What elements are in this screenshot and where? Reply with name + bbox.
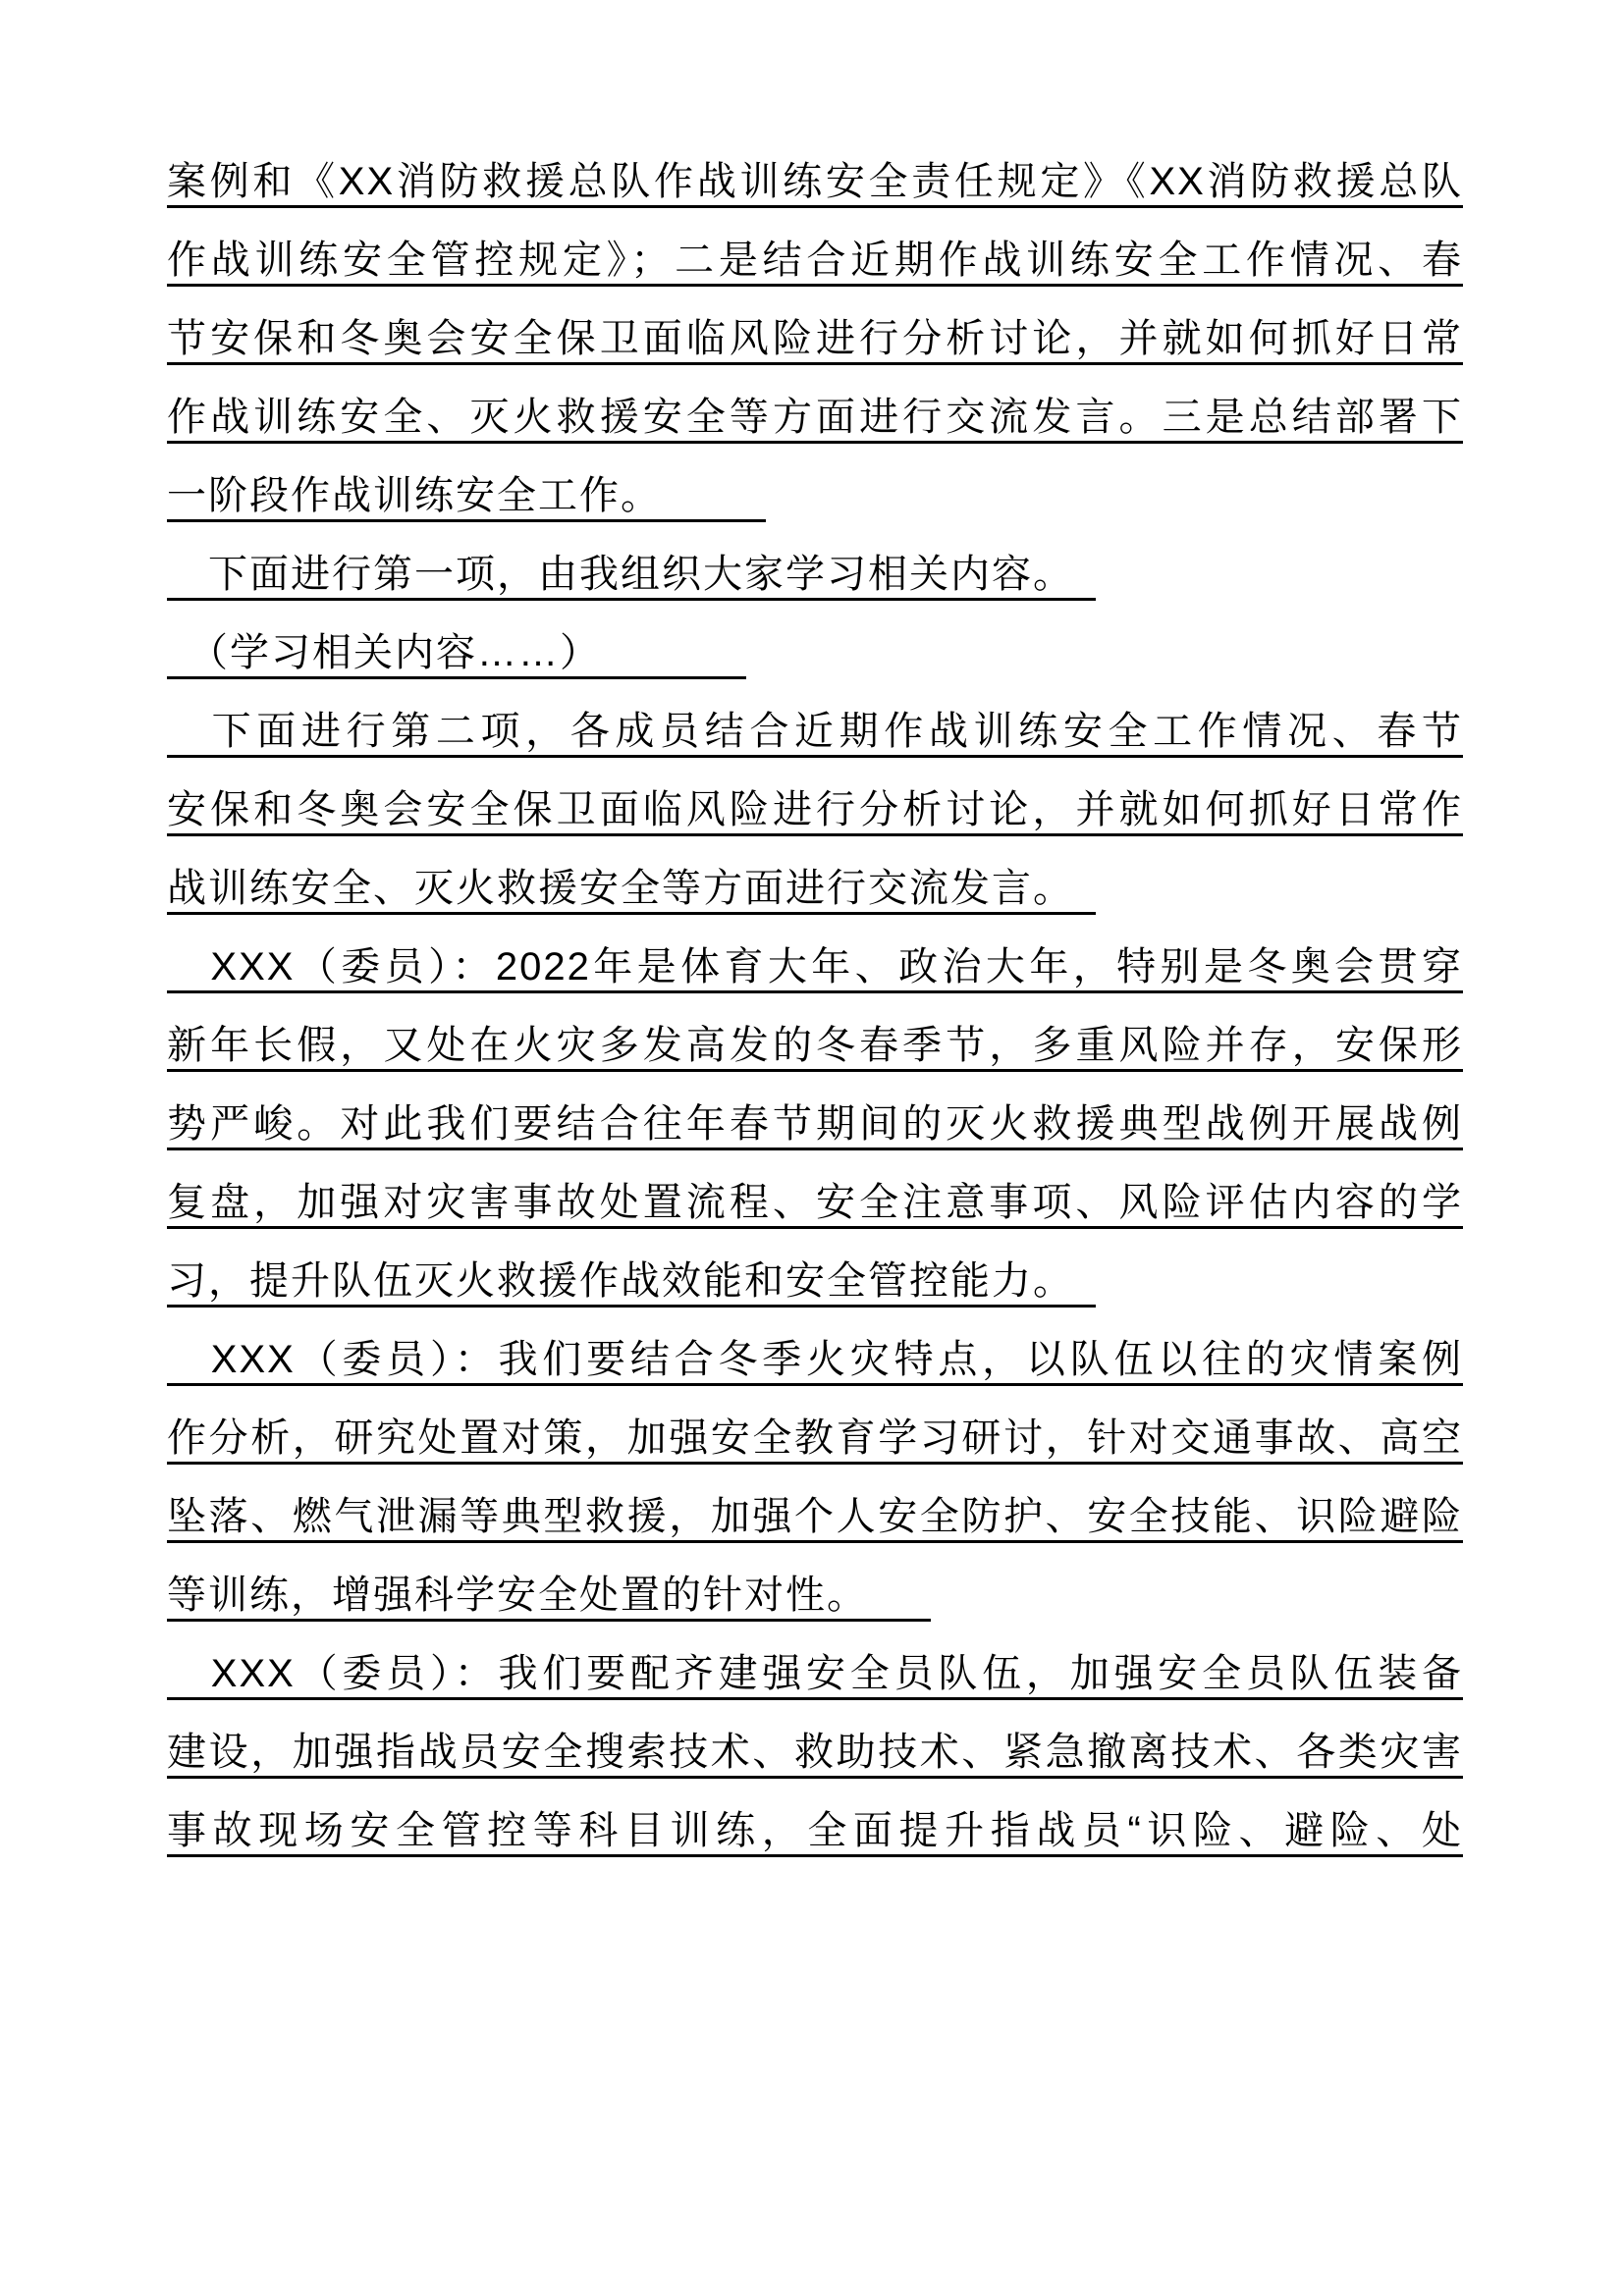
text-line — [167, 1006, 1463, 1085]
text-line — [167, 378, 1463, 456]
text-line — [167, 1634, 1463, 1713]
line-text: 坠落、燃气泄漏等典型救援，加强个人安全防护、安全技能、识险避险 — [167, 1495, 1463, 1538]
text-line — [167, 1399, 1463, 1477]
line-text: 作战训练安全管控规定》；二是结合近期作战训练安全工作情况、春 — [167, 239, 1463, 282]
text-line — [167, 142, 1463, 221]
text-body — [167, 142, 1463, 1870]
line-text: 建设，加强指战员安全搜索技术、救助技术、紧急撤离技术、各类灾害 — [167, 1731, 1463, 1774]
text-line — [167, 299, 1463, 378]
text-line — [167, 1477, 1463, 1556]
line-text: 势严峻。对此我们要结合往年春节期间的灭火救援典型战例开展战例 — [167, 1102, 1463, 1146]
line-text: 节安保和冬奥会安全保卫面临风险进行分析讨论，并就如何抓好日常 — [167, 317, 1463, 360]
line-text: XXX（委员）：2022年是体育大年、政治大年，特别是冬奥会贯穿 — [167, 945, 1463, 988]
text-line — [167, 771, 1463, 849]
text-line — [167, 535, 1463, 614]
text-line — [167, 1085, 1463, 1163]
text-line — [167, 1713, 1463, 1791]
text-line — [167, 849, 1463, 928]
line-text: 战训练安全、灭火救援安全等方面进行交流发言。 — [167, 867, 1096, 910]
text-line — [167, 1242, 1463, 1320]
line-text: 新年长假，又处在火灾多发高发的冬春季节，多重风险并存，安保形 — [167, 1024, 1463, 1067]
line-text: 案例和《XX消防救援总队作战训练安全责任规定》《XX消防救援总队 — [167, 160, 1463, 203]
line-text: 下面进行第二项，各成员结合近期作战训练安全工作情况、春节 — [167, 710, 1463, 753]
line-text: 作战训练安全、灭火救援安全等方面进行交流发言。三是总结部署下 — [167, 396, 1463, 439]
line-text: 事故现场安全管控等科目训练，全面提升指战员“识险、避险、处 — [167, 1809, 1463, 1852]
line-text: 作分析，研究处置对策，加强安全教育学习研讨，针对交通事故、高空 — [167, 1416, 1463, 1460]
line-text: 习，提升队伍灭火救援作战效能和安全管控能力。 — [167, 1259, 1096, 1303]
line-text: 一阶段作战训练安全工作。 — [167, 474, 766, 517]
line-text: （学习相关内容……） — [167, 631, 746, 674]
line-text: 安保和冬奥会安全保卫面临风险进行分析讨论，并就如何抓好日常作 — [167, 788, 1463, 831]
text-line — [167, 614, 1463, 692]
text-line — [167, 928, 1463, 1006]
line-text: 下面进行第一项，由我组织大家学习相关内容。 — [167, 553, 1096, 596]
text-line — [167, 456, 1463, 535]
text-line — [167, 692, 1463, 771]
text-line — [167, 1320, 1463, 1399]
text-line — [167, 221, 1463, 299]
text-line — [167, 1556, 1463, 1634]
line-text: XXX（委员）：我们要结合冬季火灾特点，以队伍以往的灾情案例 — [167, 1338, 1463, 1381]
text-line — [167, 1791, 1463, 1870]
line-text: 复盘，加强对灾害事故处置流程、安全注意事项、风险评估内容的学 — [167, 1181, 1463, 1224]
line-text: 等训练，增强科学安全处置的针对性。 — [167, 1574, 931, 1617]
text-line — [167, 1163, 1463, 1242]
line-text: XXX（委员）：我们要配齐建强安全员队伍，加强安全员队伍装备 — [167, 1652, 1463, 1695]
